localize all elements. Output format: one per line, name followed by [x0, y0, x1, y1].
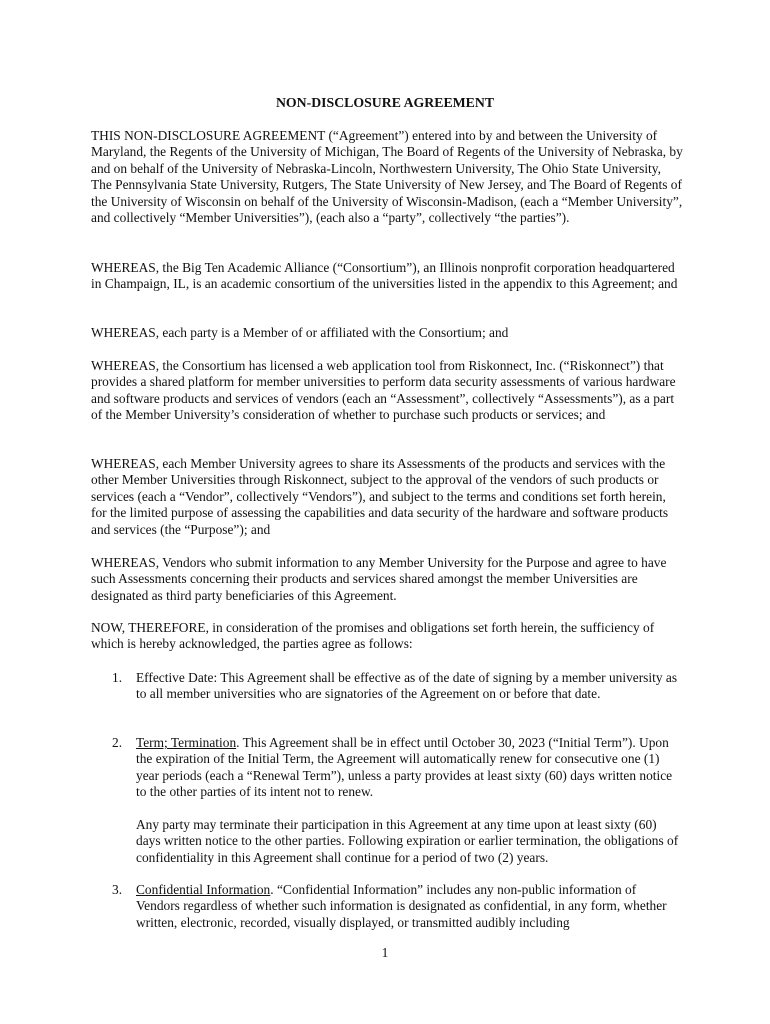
whereas-vendors-paragraph: WHEREAS, Vendors who submit information to any Member University for the Purpose and agree to have such Assessments concerning their products and services shared amongst the member Universities are designated as third party beneficiaries of this Agreement. — [91, 555, 667, 603]
section-heading: Confidential Information — [136, 882, 271, 897]
list-item-continuation: Any party may terminate their participation in this Agreement at any time upon at least sixty (60) days written notice to the other parties. Following expiration or earlier termination, the obligations of confidentiality in this Agreement shall continue for a period of two (2) years. — [136, 817, 679, 865]
section-text: . “Confidential Information” includes any non-public information of Vendors regardless of whether such information is designated as confidential, in any form, whether written, electronic, recorded, visually displayed, or transmitted audibly including — [136, 882, 667, 930]
whereas-riskonnect-paragraph: WHEREAS, the Consortium has licensed a web application tool from Riskonnect, Inc. (“Riskonnect”) that provides a shared platform for member universities to perform data security assessments of various hardware and software products and services of vendors (each an “Assessment”, collectively “Assessments”), as a part of the Member University’s consideration of whether to purchase such products or services; and — [91, 358, 676, 423]
section-text: . This Agreement shall be in effect until October 30, 2023 (“Initial Term”). Upon the expiration of the Initial Term, the Agreement will automatically renew for consecutive one (1) year periods (each a “Renewal Term”), unless a party provides at least sixty (60) days written notice to the other parties of its intent not to renew. — [136, 735, 673, 800]
document-title: NON-DISCLOSURE AGREEMENT — [275, 95, 495, 110]
preamble-paragraph: THIS NON-DISCLOSURE AGREEMENT (“Agreement”) entered into by and between the University of Maryland, the Regents of the University of Michigan, The Board of Regents of the University of Nebraska, by and on behalf of the University of Nebraska-Lincoln, Northwestern University, The Ohio State University, The Pennsylvania State University, Rutgers, The State University of New Jersey, and The Board of Regents of the University of Wisconsin on behalf of the University of Wisconsin-Madison, (each a “Member University”, and collectively “Member Universities”), (each also a “party”, collectively “the parties”). — [91, 128, 683, 226]
list-item-number: 1. — [112, 670, 123, 685]
list-item-text — [136, 735, 683, 801]
whereas-consortium-paragraph: WHEREAS, the Big Ten Academic Alliance (“Consortium”), an Illinois nonprofit corporation headquartered in Champaign, IL, is an academic consortium of the universities listed in the appendix to this Agreement; and — [91, 260, 678, 292]
whereas-sharing-paragraph: WHEREAS, each Member University agrees to share its Assessments of the products and services with the other Member Universities through Riskonnect, subject to the approval of the vendors of such products or services (each a “Vendor”, collectively “Vendors”), and subject to the terms and conditions set forth herein, for the limited purpose of assessing the capabilities and data security of the hardware and software products and services (the “Purpose”); and — [91, 456, 669, 537]
now-therefore-paragraph: NOW, THEREFORE, in consideration of the promises and obligations set forth herein, the sufficiency of which is hereby acknowledged, the parties agree as follows: — [91, 620, 655, 652]
list-item-text — [136, 882, 683, 931]
whereas-member-paragraph: WHEREAS, each party is a Member of or affiliated with the Consortium; and — [91, 325, 509, 340]
list-item-text: Effective Date: This Agreement shall be effective as of the date of signing by a member university as to all member universities who are signatories of the Agreement on or before that date. — [136, 670, 678, 702]
list-item-number: 2. — [112, 735, 123, 750]
page-number: 1 — [381, 945, 389, 960]
section-heading: Term; Termination — [136, 735, 237, 750]
list-item-number: 3. — [112, 882, 123, 897]
